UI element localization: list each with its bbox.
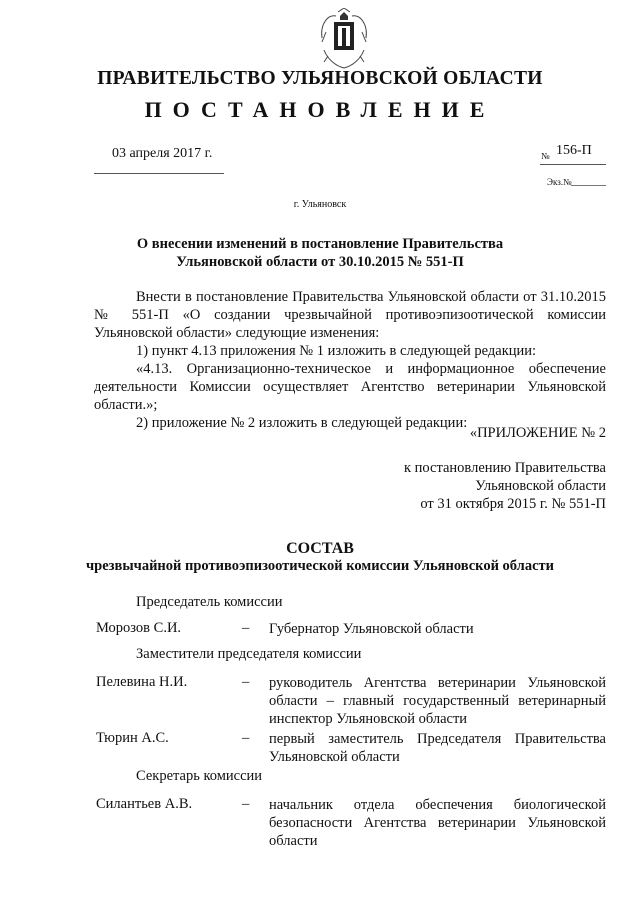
document-subject bbox=[130, 235, 510, 271]
secretary-position: начальник отдела обеспечения биологической безопасности Агентства ветеринарии Ульяновской области bbox=[269, 797, 606, 849]
deputy-2-dash: – bbox=[242, 730, 250, 746]
coat-of-arms-emblem-icon bbox=[318, 8, 370, 70]
body-intro: Внести в постановление Правительства Ульяновской области от 31.10.2015 № 551-П «О создании чрезвычайной противоэпизоотической комиссии Ульяновской области» следующие изменения: bbox=[94, 289, 606, 341]
secretary-name: Силантьев А.В. bbox=[96, 796, 193, 812]
appendix-line-1: к постановлению Правительства bbox=[404, 460, 606, 476]
government-name: ПРАВИТЕЛЬСТВО УЛЬЯНОВСКОЙ ОБЛАСТИ bbox=[97, 68, 543, 89]
chair-name: Морозов С.И. bbox=[96, 620, 182, 636]
subject-line-2: Ульяновской области от 30.10.2015 № 551-П bbox=[176, 254, 464, 270]
city: г. Ульяновск bbox=[293, 199, 347, 210]
chair-heading: Председатель комиссии bbox=[136, 594, 283, 610]
copy-number-label: Экз.№ bbox=[547, 177, 572, 187]
date-underline bbox=[94, 173, 224, 174]
document-body bbox=[94, 288, 606, 432]
subject-line-1: О внесении изменений в постановление Правительства bbox=[136, 236, 504, 252]
body-item-2: 2) приложение № 2 изложить в следующей редакции: bbox=[136, 415, 468, 431]
document-type: ПОСТАНОВЛЕНИЕ bbox=[144, 97, 496, 122]
secretary-heading: Секретарь комиссии bbox=[136, 768, 263, 784]
deputy-2-position: первый заместитель Председателя Правительства Ульяновской области bbox=[269, 731, 606, 765]
document-number: 156-П bbox=[556, 143, 592, 158]
document-date: 03 апреля 2017 г. bbox=[112, 146, 213, 161]
number-label: № bbox=[541, 151, 550, 161]
chair-position: Губернатор Ульяновской области bbox=[269, 621, 474, 637]
appendix-header bbox=[300, 424, 606, 513]
copy-number-underline bbox=[571, 185, 606, 186]
composition-subtitle: чрезвычайной противоэпизоотической комиссии Ульяновской области bbox=[85, 558, 554, 574]
secretary-dash: – bbox=[242, 796, 250, 812]
body-item-1: 1) пункт 4.13 приложения № 1 изложить в следующей редакции: bbox=[136, 343, 537, 359]
composition-title: СОСТАВ bbox=[286, 540, 354, 557]
deputy-1-name: Пелевина Н.И. bbox=[96, 674, 188, 690]
appendix-line-2: Ульяновской области bbox=[475, 478, 606, 494]
deputy-2-name: Тюрин А.С. bbox=[96, 730, 169, 746]
deputy-1-dash: – bbox=[242, 674, 250, 690]
number-underline bbox=[540, 164, 606, 165]
body-quote: «4.13. Организационно-техническое и информационное обеспечение деятельности Комиссии осуществляет Агентство ветеринарии Ульяновской области.»; bbox=[94, 361, 606, 413]
appendix-line-3: от 31 октября 2015 г. № 551-П bbox=[420, 496, 606, 512]
deputies-heading: Заместители председателя комиссии bbox=[136, 646, 362, 662]
appendix-title: «ПРИЛОЖЕНИЕ № 2 bbox=[469, 425, 606, 441]
deputy-1-position: руководитель Агентства ветеринарии Ульяновской области – главный государственный ветеринарный инспектор Ульяновской области bbox=[269, 675, 606, 727]
chair-dash: – bbox=[242, 620, 250, 636]
